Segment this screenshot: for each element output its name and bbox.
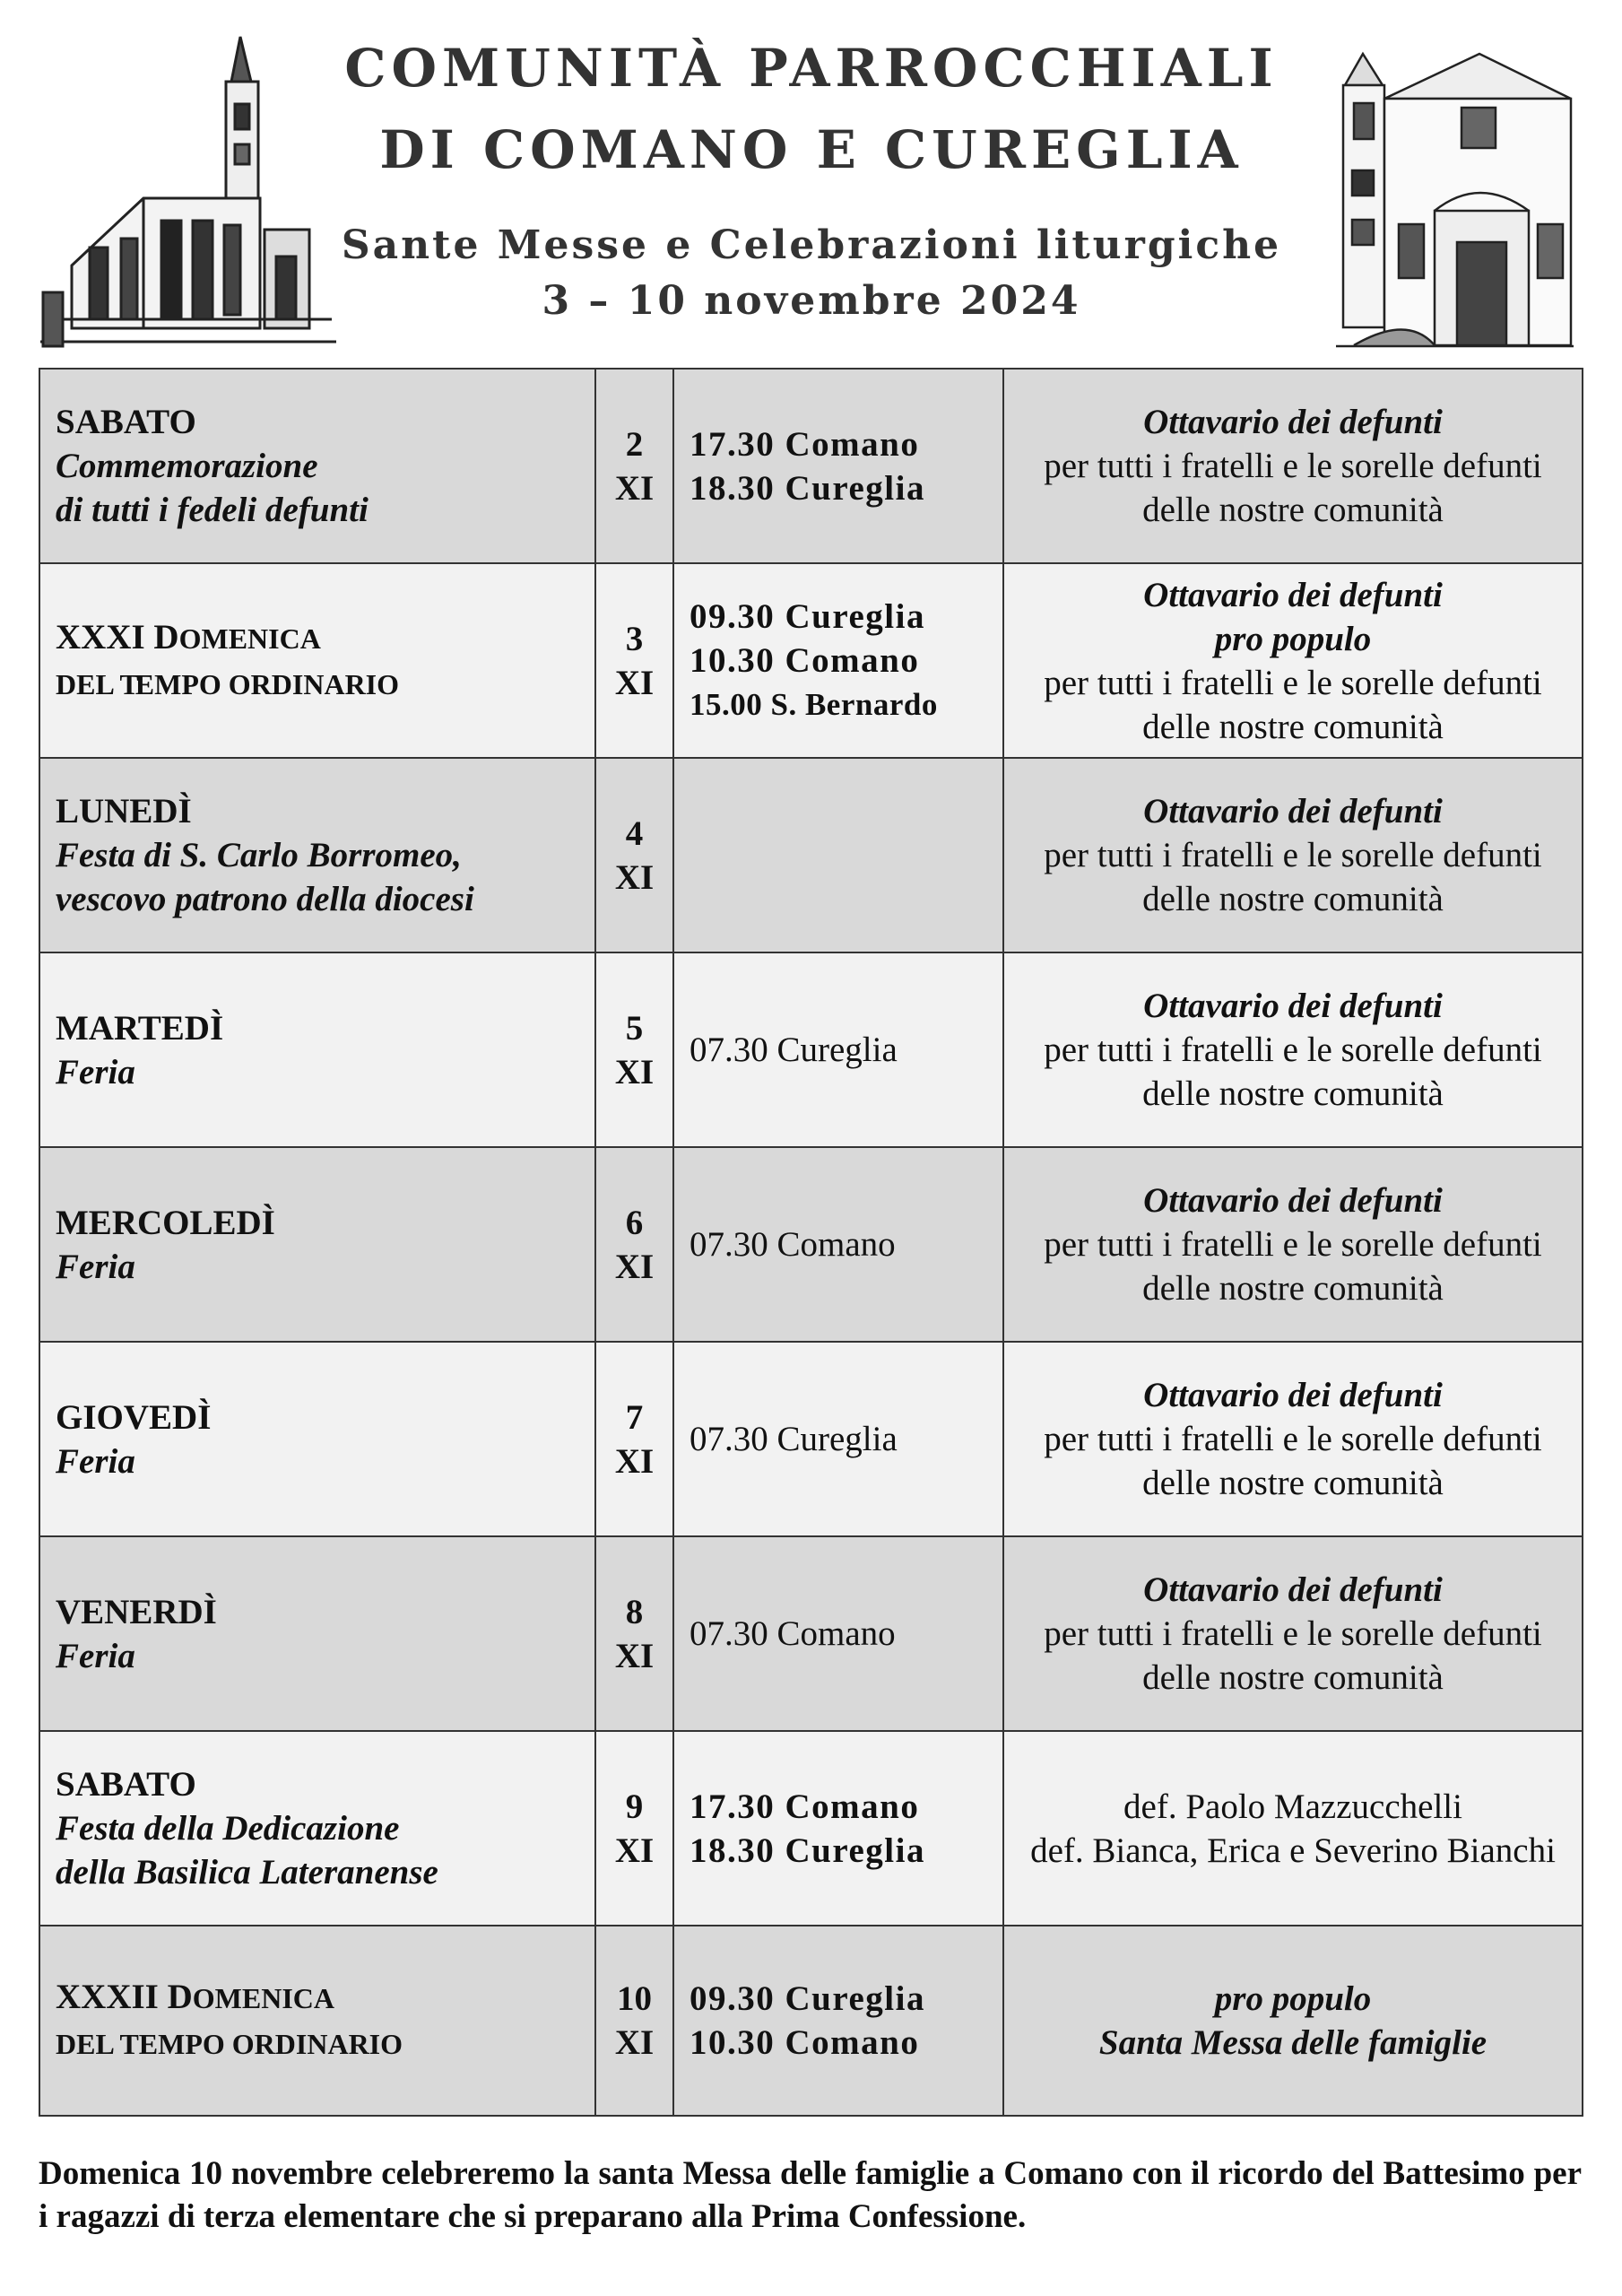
note-line: delle nostre comunità (1142, 1269, 1444, 1308)
date-range: 3 – 10 novembre 2024 (542, 278, 1081, 324)
day-name: SABATO (56, 1765, 196, 1804)
note-heading: Ottavario dei defunti (1143, 1570, 1443, 1609)
date-month: XI (614, 1636, 655, 1675)
date-day: 4 (625, 813, 644, 853)
celebration-line: vescovo patrono della diocesi (56, 880, 474, 918)
table-row (39, 1926, 1583, 2116)
masses-cell (673, 563, 1003, 758)
title-line-2: DI COMANO E CUREGLIA (379, 119, 1244, 180)
day-name: MARTEDÌ (56, 1008, 224, 1048)
date-month: XI (614, 2023, 655, 2062)
date-month: XI (614, 1441, 655, 1481)
date-month: XI (614, 1052, 655, 1091)
mass-time: 18.30 Cureglia (690, 1831, 925, 1870)
masses-cell (673, 1342, 1003, 1536)
day-cell (39, 1731, 595, 1926)
celebration-line: Feria (56, 1052, 135, 1091)
masses-cell (673, 369, 1003, 563)
date-day: 7 (625, 1397, 644, 1437)
table-row (39, 758, 1583, 952)
celebration-line: Feria (56, 1636, 135, 1675)
day-cell (39, 369, 595, 563)
date-day: 5 (625, 1008, 644, 1048)
date-day: 3 (625, 619, 644, 658)
mass-time: 17.30 Comano (690, 424, 920, 464)
date-day: 9 (625, 1787, 644, 1826)
day-name: LUNEDÌ (56, 792, 192, 831)
note-line: per tutti i fratelli e le sorelle defunti (1044, 663, 1542, 702)
note-heading: Ottavario dei defunti (1143, 1181, 1443, 1220)
table-row (39, 952, 1583, 1147)
note-line: per tutti i fratelli e le sorelle defunti (1044, 447, 1542, 485)
note-line: def. Paolo Mazzucchelli (1123, 1787, 1462, 1826)
note-line: delle nostre comunità (1142, 1464, 1444, 1502)
date-cell (595, 1536, 673, 1731)
day-cell (39, 1342, 595, 1536)
mass-time: 07.30 Comano (690, 1614, 896, 1653)
note-heading: Ottavario dei defunti (1143, 1376, 1443, 1414)
masses-cell (673, 1536, 1003, 1731)
day-name: SABATO (56, 403, 196, 441)
day-cell (39, 563, 595, 758)
header (0, 0, 1622, 359)
date-cell (595, 1731, 673, 1926)
title-line-1: COMUNITÀ PARROCCHIALI (344, 38, 1279, 99)
date-cell (595, 563, 673, 758)
note-line: per tutti i fratelli e le sorelle defunti (1044, 1420, 1542, 1458)
schedule-table (39, 368, 1583, 2117)
day-name: XXXII DOMENICA (56, 1978, 334, 2016)
date-day: 2 (625, 424, 644, 464)
note-line: delle nostre comunità (1142, 491, 1444, 529)
note-line: per tutti i fratelli e le sorelle defunti (1044, 1031, 1542, 1069)
date-day: 10 (617, 1979, 652, 2018)
masses-cell (673, 1926, 1003, 2116)
mass-time: 07.30 Comano (690, 1225, 896, 1264)
date-cell (595, 1926, 673, 2116)
day-cell (39, 1926, 595, 2116)
mass-time: 09.30 Cureglia (690, 597, 925, 636)
mass-time: 15.00 S. Bernardo (690, 687, 938, 722)
mass-time: 07.30 Cureglia (690, 1031, 898, 1069)
date-month: XI (614, 468, 655, 508)
note-line: per tutti i fratelli e le sorelle defunti (1044, 1614, 1542, 1653)
notes-cell (1003, 369, 1583, 563)
date-cell (595, 758, 673, 952)
note-line: delle nostre comunità (1142, 1074, 1444, 1113)
date-day: 8 (625, 1592, 644, 1631)
date-day: 6 (625, 1203, 644, 1242)
notes-cell (1003, 1147, 1583, 1342)
note-heading: Santa Messa delle famiglie (1098, 2023, 1488, 2062)
note-heading: pro populo (1214, 1979, 1372, 2018)
note-heading: Ottavario dei defunti (1143, 987, 1443, 1025)
mass-time: 07.30 Cureglia (690, 1420, 898, 1458)
day-cell (39, 1147, 595, 1342)
table-row (39, 1536, 1583, 1731)
note-line: per tutti i fratelli e le sorelle defunti (1044, 1225, 1542, 1264)
subtitle: Sante Messe e Celebrazioni liturgiche (341, 222, 1282, 268)
day-cell (39, 1536, 595, 1731)
mass-time: 10.30 Comano (690, 641, 920, 680)
note-heading: pro populo (1214, 619, 1372, 658)
mass-time: 18.30 Cureglia (690, 468, 925, 508)
date-cell (595, 952, 673, 1147)
table-row (39, 1731, 1583, 1926)
masses-cell (673, 1147, 1003, 1342)
date-month: XI (614, 1831, 655, 1870)
note-line: delle nostre comunità (1142, 880, 1444, 918)
mass-time: 10.30 Comano (690, 2023, 920, 2062)
day-name: XXXI DOMENICA (56, 617, 321, 657)
note-line: def. Bianca, Erica e Severino Bianchi (1030, 1831, 1556, 1870)
masses-cell (673, 952, 1003, 1147)
celebration-line: della Basilica Lateranense (56, 1853, 438, 1892)
note-line: per tutti i fratelli e le sorelle defunti (1044, 836, 1542, 874)
notes-cell (1003, 952, 1583, 1147)
celebration-line: Festa della Dedicazione (56, 1809, 400, 1848)
table-row (39, 369, 1583, 563)
celebration-line: Feria (56, 1441, 135, 1481)
mass-time: 09.30 Cureglia (690, 1979, 925, 2018)
day-cell (39, 952, 595, 1147)
church-comano-illustration (36, 32, 341, 351)
notes-cell (1003, 758, 1583, 952)
day-cell (39, 758, 595, 952)
celebration-line: Commemorazione (56, 447, 318, 485)
day-name: MERCOLEDÌ (56, 1203, 275, 1242)
day-name: GIOVEDÌ (56, 1397, 212, 1437)
notes-cell (1003, 1926, 1583, 2116)
note-heading: Ottavario dei defunti (1143, 792, 1443, 831)
notes-cell (1003, 1342, 1583, 1536)
date-cell (595, 369, 673, 563)
table-row (39, 1147, 1583, 1342)
note-heading: Ottavario dei defunti (1143, 575, 1443, 614)
date-month: XI (614, 857, 655, 897)
mass-time: 17.30 Comano (690, 1787, 920, 1826)
date-month: XI (614, 1247, 655, 1286)
date-month: XI (614, 663, 655, 702)
table-row (39, 563, 1583, 758)
day-name-line-2: DEL TEMPO ORDINARIO (56, 2028, 403, 2060)
date-cell (595, 1342, 673, 1536)
day-name-line-2: DEL TEMPO ORDINARIO (56, 667, 400, 700)
celebration-line: di tutti i fedeli defunti (56, 491, 369, 529)
date-cell (595, 1147, 673, 1342)
church-cureglia-illustration (1336, 45, 1574, 350)
masses-cell (673, 758, 1003, 952)
day-name: VENERDÌ (56, 1592, 217, 1631)
note-line: delle nostre comunità (1142, 707, 1444, 746)
notes-cell (1003, 563, 1583, 758)
masses-cell (673, 1731, 1003, 1926)
footer-note: Domenica 10 novembre celebreremo la santa Messa delle famiglie a Comano con il ricordo del Battesimo per i ragazzi di terza elementare che si preparano alla Prima Confessione. (39, 2155, 1582, 2235)
celebration-line: Feria (56, 1247, 135, 1286)
celebration-line: Festa di S. Carlo Borromeo, (56, 836, 462, 874)
notes-cell (1003, 1536, 1583, 1731)
notes-cell (1003, 1731, 1583, 1926)
note-line: delle nostre comunità (1142, 1658, 1444, 1697)
table-row (39, 1342, 1583, 1536)
note-heading: Ottavario dei defunti (1143, 403, 1443, 441)
